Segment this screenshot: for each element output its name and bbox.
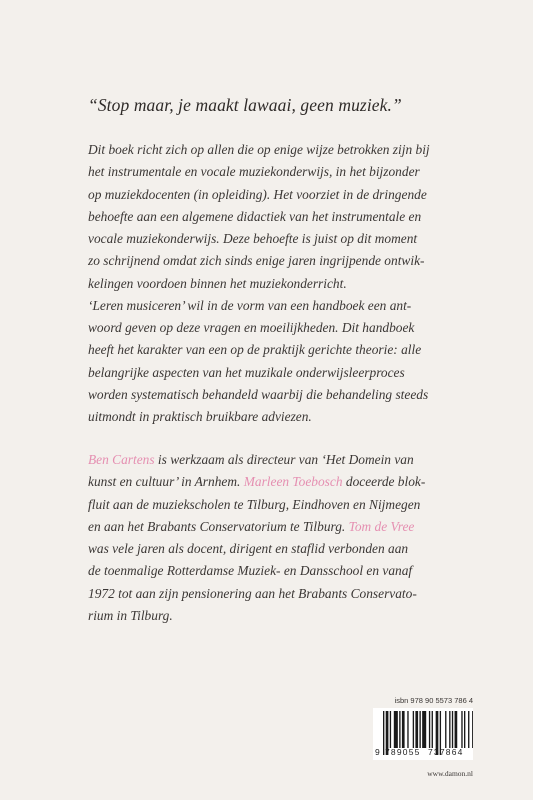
barcode-bar (399, 711, 400, 748)
author-name: Tom de Vree (348, 518, 415, 534)
author-name: Ben Cartens (88, 452, 155, 467)
description-line: uitmondt in praktisch bruikbare adviezen. (88, 409, 312, 424)
description-line: worden systematisch behandeld waarbij die behandeling steeds (88, 386, 429, 402)
author-name: Marleen Toebosch (243, 474, 343, 490)
bio-text: kunst en cultuur’ in Arnhem. (88, 474, 244, 490)
barcode-digit-first: 9 (375, 747, 380, 757)
description-line: behoefte aan een algemene didactiek van het instrumentale en (88, 208, 422, 224)
bio-line: fluit aan de muziekscholen te Tilburg, Eindhoven en Nijmegen (88, 496, 421, 512)
description-line: woord geven op deze vragen en moeilijkheden. Dit handboek (88, 320, 415, 335)
bio-line: was vele jaren als docent, dirigent en staflid verbonden aan (88, 541, 409, 556)
barcode-bar (394, 711, 398, 748)
bio-line (88, 449, 460, 471)
barcode-bar (422, 711, 426, 748)
barcode-bar (402, 711, 405, 748)
bio-text: is werkzaam als directeur van ‘Het Domein van (154, 452, 414, 467)
description-line: kelingen voordoen binnen het muziekonderricht. (88, 275, 347, 291)
bio-line (88, 471, 460, 493)
description-line: heeft het karakter van een op de praktijk gerichte theorie: alle (88, 342, 422, 358)
bio-text: doceerde blok- (342, 474, 426, 490)
author-bio (88, 449, 460, 627)
description-line: ‘Leren musiceren’ wil in de vorm van een handboek een ant- (88, 297, 412, 313)
barcode-bar (461, 711, 462, 748)
barcode-digits-right: 737864 (428, 747, 464, 757)
barcode-bar (415, 711, 418, 748)
publisher-website: www.damon.nl (427, 769, 473, 778)
description-line: belangrijke aspecten van het muzikale onderwijsleerproces (88, 364, 405, 380)
barcode-bar (455, 711, 458, 748)
bio-line: de toenmalige Rotterdamse Muziek- en Dansschool en vanaf (88, 563, 413, 579)
barcode-digits (373, 747, 473, 759)
bio-line: 1972 tot aan zijn pensionering aan het Brabants Conservato- (88, 585, 417, 601)
cover-quote: “Stop maar, je maakt lawaai, geen muziek.” (88, 95, 402, 115)
barcode-bar (429, 711, 430, 748)
bio-text: en aan het Brabants Conservatorium te Tilburg. (88, 518, 349, 534)
description-line: Dit boek richt zich op allen die op enige wijze betrokken zijn bij (88, 142, 430, 157)
isbn-label: isbn 978 90 5573 786 4 (394, 696, 473, 705)
barcode-bar (468, 711, 469, 748)
barcode-bar (452, 711, 453, 748)
barcode-bar (445, 711, 446, 748)
book-description (88, 139, 460, 428)
description-line: zo schrijnend omdat zich sinds enige jaren ingrijpende ontwik- (88, 253, 425, 269)
barcode-bar (472, 711, 473, 748)
barcode-bar (449, 711, 450, 748)
bio-line: rium in Tilburg. (88, 607, 173, 623)
bio-line (88, 516, 460, 538)
description-line: het instrumentale en vocale muziekonderwijs, in het bijzonder (88, 164, 420, 180)
barcode-digits-left: 789055 (385, 747, 421, 757)
description-line: op muziekdocenten (in opleiding). Het voorziet in de dringende (88, 186, 427, 202)
barcode-bar (419, 711, 420, 748)
barcode-bar (432, 711, 433, 748)
barcode-bar (390, 711, 391, 748)
barcode-bar (464, 711, 465, 748)
description-line: vocale muziekonderwijs. Deze behoefte is juist op dit moment (88, 231, 418, 246)
barcode-bar (413, 711, 414, 748)
barcode-bar (407, 711, 408, 748)
